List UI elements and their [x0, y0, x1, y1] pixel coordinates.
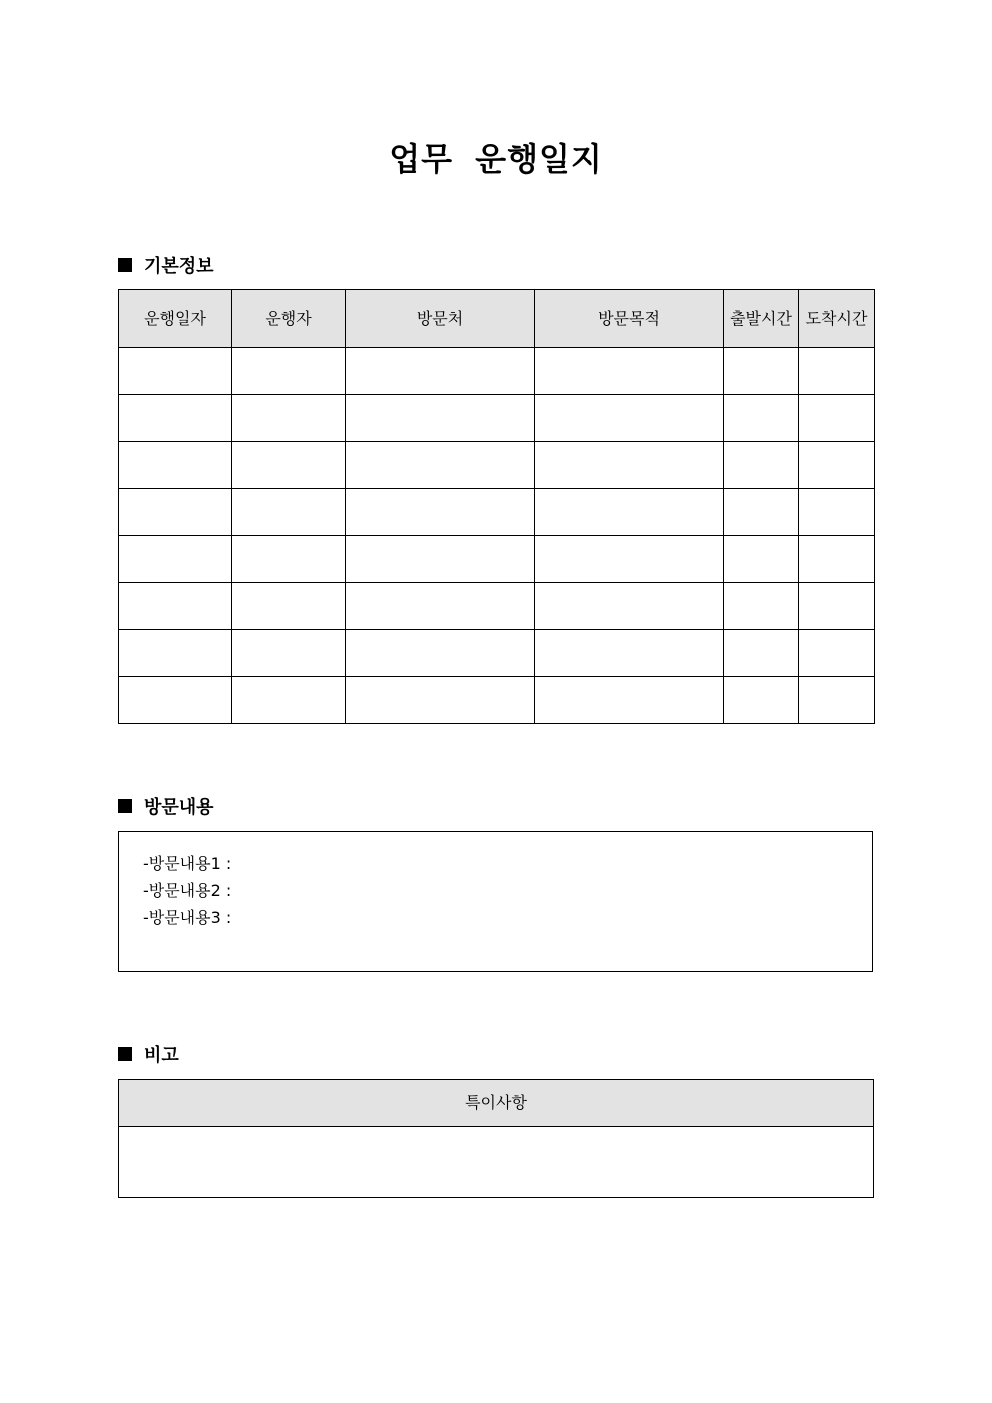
table-cell[interactable]	[346, 442, 535, 489]
table-cell[interactable]	[232, 583, 346, 630]
table-row	[119, 442, 875, 489]
special-notes-cell[interactable]	[119, 1127, 874, 1198]
table-cell[interactable]	[535, 583, 724, 630]
column-header-destination: 방문처	[346, 290, 535, 348]
table-cell[interactable]	[119, 395, 232, 442]
table-cell[interactable]	[724, 536, 799, 583]
table-header-row	[119, 1080, 874, 1127]
table-cell[interactable]	[724, 442, 799, 489]
table-cell[interactable]	[799, 630, 875, 677]
visit-content-line-1: -방문내용1 :	[143, 854, 232, 873]
table-cell[interactable]	[346, 395, 535, 442]
section-heading-label: 기본정보	[144, 256, 214, 277]
section-heading-basic-info	[118, 252, 214, 278]
column-header-drive-date: 운행일자	[119, 290, 232, 348]
table-row	[119, 630, 875, 677]
table-cell[interactable]	[232, 395, 346, 442]
square-bullet-icon	[118, 799, 132, 813]
square-bullet-icon	[118, 1047, 132, 1061]
table-cell[interactable]	[724, 677, 799, 724]
table-row	[119, 348, 875, 395]
remarks-table	[118, 1079, 874, 1198]
table-cell[interactable]	[535, 395, 724, 442]
table-cell[interactable]	[535, 677, 724, 724]
section-heading-label: 비고	[144, 1045, 179, 1066]
table-cell[interactable]	[346, 583, 535, 630]
table-cell[interactable]	[119, 489, 232, 536]
visit-content-line-2: -방문내용2 :	[143, 881, 232, 900]
table-cell[interactable]	[799, 395, 875, 442]
table-cell[interactable]	[535, 442, 724, 489]
table-row	[119, 1127, 874, 1198]
section-heading-visit-contents	[118, 793, 214, 819]
table-cell[interactable]	[724, 630, 799, 677]
table-cell[interactable]	[232, 489, 346, 536]
table-cell[interactable]	[535, 630, 724, 677]
table-row	[119, 536, 875, 583]
table-cell[interactable]	[346, 489, 535, 536]
table-cell[interactable]	[232, 442, 346, 489]
table-cell[interactable]	[724, 583, 799, 630]
table-row	[119, 677, 875, 724]
table-cell[interactable]	[119, 348, 232, 395]
table-cell[interactable]	[799, 536, 875, 583]
table-cell[interactable]	[119, 583, 232, 630]
table-cell[interactable]	[232, 677, 346, 724]
table-cell[interactable]	[232, 348, 346, 395]
table-cell[interactable]	[119, 630, 232, 677]
section-heading-remarks	[118, 1041, 179, 1067]
column-header-departure-time: 출발시간	[724, 290, 799, 348]
table-row	[119, 489, 875, 536]
table-cell[interactable]	[535, 348, 724, 395]
table-cell[interactable]	[119, 677, 232, 724]
table-cell[interactable]	[799, 677, 875, 724]
table-cell[interactable]	[724, 395, 799, 442]
document-title: 업무 운행일지	[389, 140, 603, 178]
table-cell[interactable]	[346, 536, 535, 583]
table-header-row	[119, 290, 875, 348]
table-cell[interactable]	[119, 536, 232, 583]
table-cell[interactable]	[799, 583, 875, 630]
basic-info-table	[118, 289, 875, 724]
table-cell[interactable]	[346, 630, 535, 677]
square-bullet-icon	[118, 258, 132, 272]
table-cell[interactable]	[799, 348, 875, 395]
table-cell[interactable]	[724, 489, 799, 536]
section-heading-label: 방문내용	[144, 797, 214, 818]
table-row	[119, 395, 875, 442]
column-header-driver: 운행자	[232, 290, 346, 348]
table-cell[interactable]	[119, 442, 232, 489]
column-header-special-notes: 특이사항	[119, 1080, 874, 1127]
visit-content-line-3: -방문내용3 :	[143, 908, 232, 927]
table-cell[interactable]	[799, 442, 875, 489]
table-cell[interactable]	[535, 489, 724, 536]
table-cell[interactable]	[535, 536, 724, 583]
table-row	[119, 583, 875, 630]
table-cell[interactable]	[346, 677, 535, 724]
column-header-purpose: 방문목적	[535, 290, 724, 348]
table-cell[interactable]	[724, 348, 799, 395]
table-cell[interactable]	[799, 489, 875, 536]
column-header-arrival-time: 도착시간	[799, 290, 875, 348]
table-cell[interactable]	[232, 536, 346, 583]
visit-contents-box[interactable]	[118, 831, 873, 972]
table-cell[interactable]	[232, 630, 346, 677]
table-cell[interactable]	[346, 348, 535, 395]
